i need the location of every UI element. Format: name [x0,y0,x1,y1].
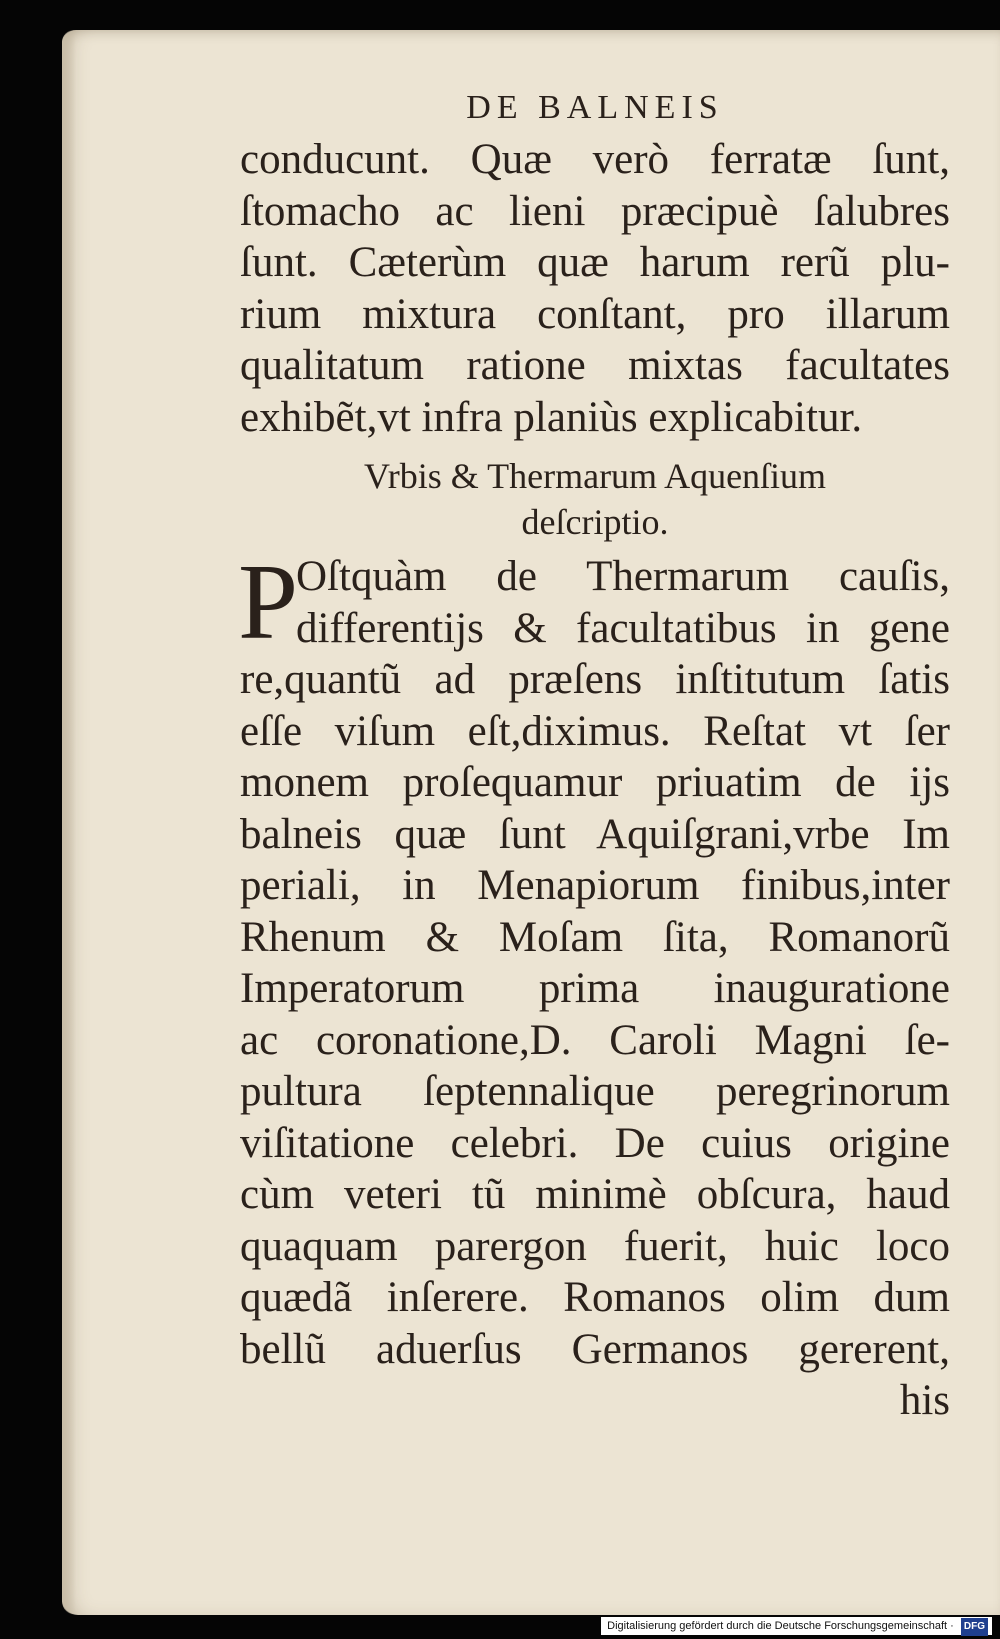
paragraph-body [238,543,950,1375]
text-line: periali, in Menapiorum finibus,inter [240,862,950,909]
text-line: viſitatione celebri. De cuius origine [240,1119,950,1167]
digitization-credit [601,1617,992,1635]
text-line: pultura ſeptennalique peregrinorum [240,1068,950,1115]
section-heading-line1: Vrbis & Thermarum Aquenſium [363,456,827,496]
text-line: bellũ aduerſus Germanos gererent, [240,1325,950,1373]
running-head: DE BALNEIS [466,89,724,126]
section-heading-line2: deſcriptio. [521,502,669,542]
text-line: re,quantũ ad præſens inſtitutum ſatis [240,656,950,703]
text-line: rium mixtura conſtant, pro illarum [240,290,950,338]
text-line: quædã inſerere. Romanos olim dum [240,1274,950,1321]
text-line: eſſe viſum eſt,diximus. Reſtat vt ſer [240,707,950,755]
drop-cap: P [238,543,299,662]
paragraph-top [240,134,950,443]
text-line: ac coronatione,D. Caroli Magni ſe- [240,1016,950,1064]
text-line: cùm veteri tũ minimè obſcura, haud [240,1171,950,1218]
page-edge-shadow [62,30,76,1615]
credit-text: Digitalisierung gefördert durch die Deutsche Forschungsgemeinschaft · [607,1620,954,1632]
text-block [240,88,950,1427]
text-line: Oſtquàm de Thermarum cauſis, [296,553,950,600]
text-line: balneis quæ ſunt Aquiſgrani,vrbe Im [240,810,950,858]
text-line: monem proſequamur priuatim de ijs [240,759,950,806]
dfg-logo: DFG [961,1618,988,1636]
text-line: differentijs & facultatibus in gene [296,604,950,652]
text-line: conducunt. Quæ verò ferratæ ſunt, [240,136,950,183]
text-line: qualitatum ratione mixtas facultates [240,342,950,389]
text-line: ſtomacho ac lieni præcipuè ſalubres [240,187,950,235]
catchword: his [899,1377,950,1424]
text-line: ſunt. Cæterùm quæ harum rerũ plu- [240,239,950,286]
text-line: Imperatorum prima inauguratione [240,965,950,1012]
text-line: quaquam parergon fuerit, huic loco [240,1222,950,1270]
text-line: Rhenum & Moſam ſita, Romanorũ [240,913,950,961]
text-line: exhibẽt,vt infra planiùs explicabitur. [240,393,863,441]
